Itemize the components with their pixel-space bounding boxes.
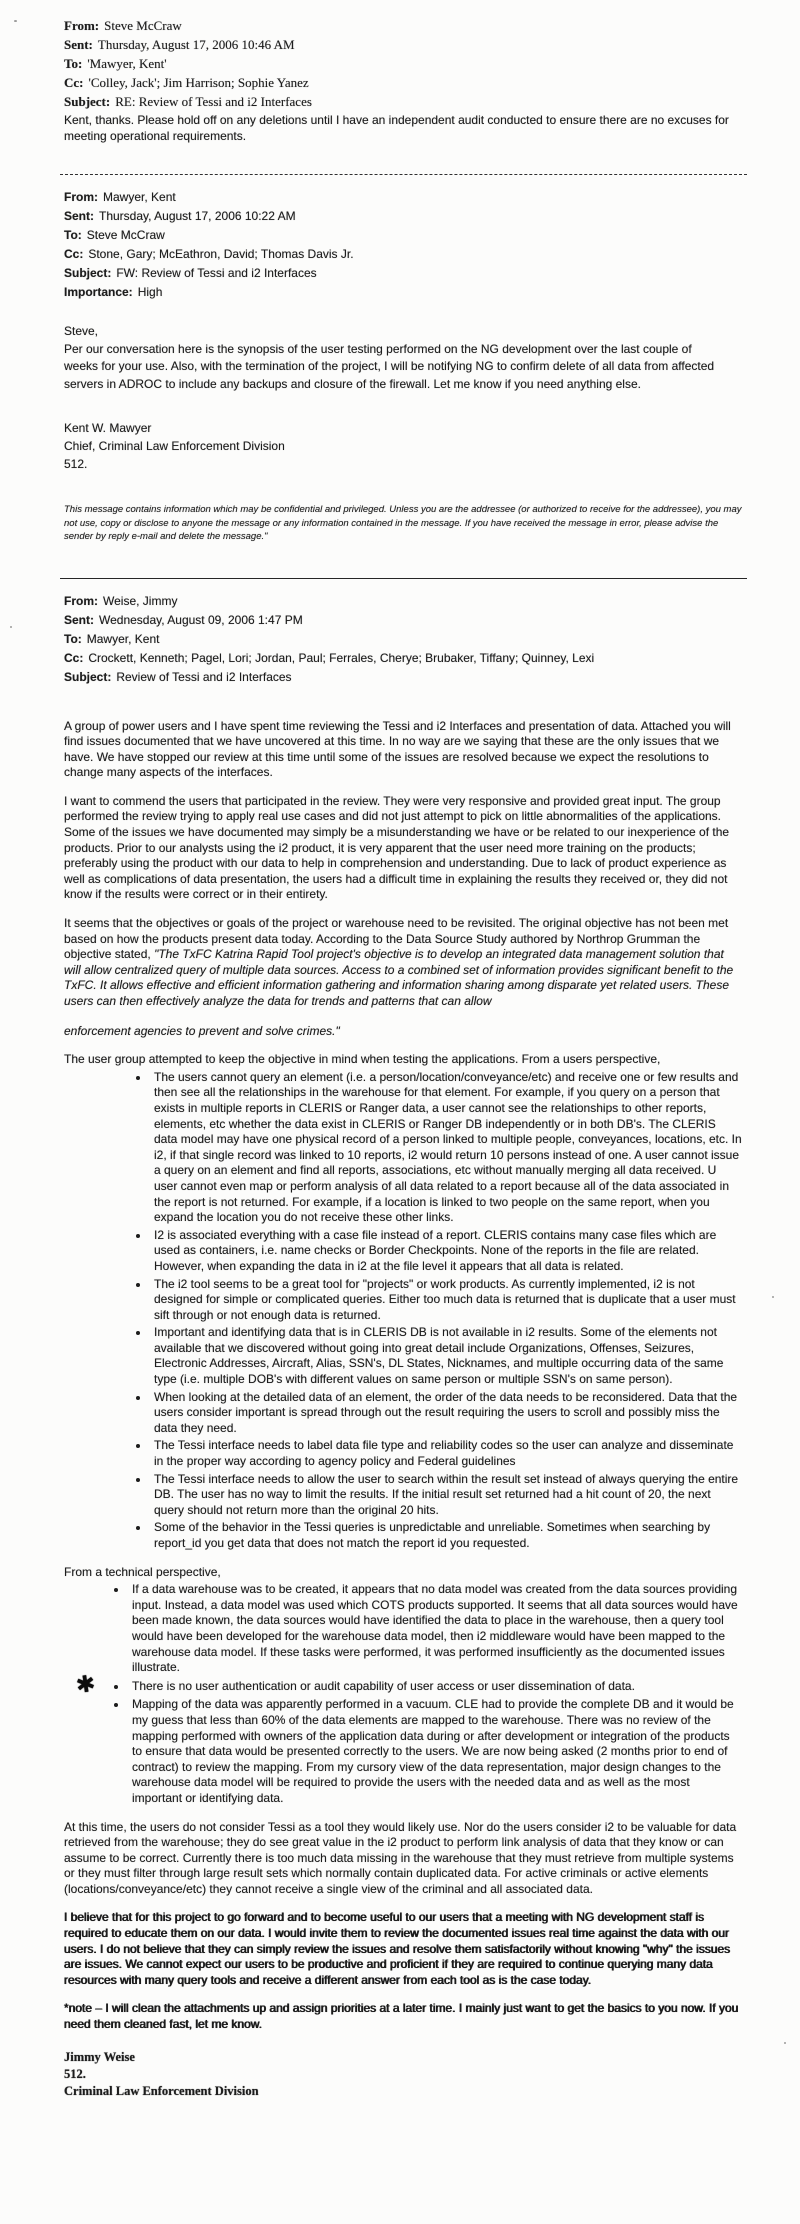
email-middle-body (64, 323, 724, 393)
header-field-to (64, 226, 744, 245)
list-item: • When looking at the detailed data of an element, the order of the data needs to be reconsidered. Data that the users consider important is spread through out the result requiring the users to scroll and possibly miss the data they need. (150, 1390, 742, 1437)
field-value: Weise, Jimmy (103, 593, 178, 608)
signature-name: Kent W. Mawyer (64, 421, 152, 435)
paragraph-intro: A group of power users and I have spent time reviewing the Tessi and i2 Interfaces and presentation of data. Attached you will find issues documented that we have uncovered at this time. In no way are we saying that these are the only issues that we have. We have stopped our review at this time until some of the issues are resolved because we expect the resolutions to change many aspects of the interfaces. (64, 718, 731, 780)
field-value: Stone, Gary; McEathron, David; Thomas Davis Jr. (88, 247, 354, 261)
header-field-from (64, 188, 744, 207)
list-item-text: There is no user authentication or audit capability of user access or user dissemination of data. (132, 1678, 635, 1693)
field-label: From: (64, 18, 100, 33)
scan-speck (10, 626, 12, 628)
field-label: Cc: (64, 650, 84, 665)
list-item: • The Tessi interface needs to allow the user to search within the result set instead of always querying the entire DB. The user has no way to limit the results. If the initial result set returned had a hit count of 20, the next query should not return more than the original 20 hits. (150, 1472, 742, 1519)
field-label: To: (64, 631, 82, 646)
field-label: Importance: (64, 285, 133, 299)
field-value: Review of Tessi and i2 Interfaces (116, 669, 292, 684)
field-value: 'Colley, Jack'; Jim Harrison; Sophie Yanez (88, 75, 309, 90)
salutation: Steve, (64, 324, 99, 338)
header-field-sent (64, 35, 744, 54)
field-value: Wednesday, August 09, 2006 1:47 PM (99, 612, 303, 627)
signature-title: Chief, Criminal Law Enforcement Division (64, 439, 285, 453)
confidentiality-disclaimer: This message contains information which may be confidential and privileged. Unless you are the addressee (or authorized to receive for the addressee), you may not use, copy or disclose to anyone the message or any information contained in the message. If you have received the message in error, please advise the sender by reply e-mail and delete the message." (64, 504, 742, 542)
header-field-subject (64, 92, 744, 111)
paragraph-objectives (64, 916, 742, 1010)
user-perspective-list (64, 1070, 742, 1552)
field-value: FW: Review of Tessi and i2 Interfaces (116, 266, 317, 280)
paragraph-objectives-quote-end: enforcement agencies to prevent and solve crimes." (64, 1023, 340, 1038)
signature-phone: 512. (64, 2066, 86, 2081)
scan-speck (784, 2042, 786, 2044)
field-value: Thursday, August 17, 2006 10:46 AM (97, 37, 295, 52)
handwritten-star-icon: • ✱ (74, 1669, 97, 1698)
header-field-from (64, 16, 744, 35)
list-item (74, 1669, 742, 1698)
email-bottom-header (64, 592, 744, 687)
objectives-lead: It seems that the objectives or goals of the project or warehouse need to be revisited. The original objective has not been met based on how the products present data today. According to the Data Source Study authored by Northrop Grumman the objective stated, (64, 916, 729, 962)
field-value: 'Mawyer, Kent' (87, 56, 167, 71)
header-field-to (64, 54, 744, 73)
field-value: Thursday, August 17, 2006 10:22 AM (99, 209, 296, 223)
header-field-subject (64, 668, 744, 687)
paragraph-at-this-time: At this time, the users do not consider Tessi as a tool they would likely use. Nor do the users consider i2 to be valuable for data retrieved from the warehouse; they do see great value in the i2 product to perform link analysis of data that they know or can assume to be correct. Currently there is too much data missing in the warehouse that they must retrieve from multiple systems or they must filter through large result sets which normally contain duplicated data. For active criminals or active elements (locations/conveyance/etc) they cannot receive a single view of the criminal and all associated data. (64, 1819, 737, 1896)
field-label: Cc: (64, 247, 84, 261)
scan-speck (772, 1296, 774, 1298)
field-label: Subject: (64, 669, 112, 684)
field-label: To: (64, 56, 83, 71)
email-separator (60, 174, 747, 175)
header-field-cc (64, 649, 744, 668)
email-middle (64, 188, 744, 544)
field-value: Steve McCraw (86, 228, 165, 242)
header-field-subject (64, 264, 744, 283)
paragraph-commend: I want to commend the users that participated in the review. They were very responsive and provided great input. The group performed the review trying to apply real use cases and did not just attempt to pick on little abnormalities of the applications. Some of the issues we have documented may simply be a misunderstanding we have or be related to our inexperience of the products. Prior to our analysts using the i2 product, it is very apparent that the user need more training on the products; preferably using the product with our data to help in comprehension and understanding. Due to lack of product experience as well as complications of data presentation, the users had a difficult time in explaining the results they received or, they did not know if the results were correct or in their entirety. (64, 793, 730, 902)
list-item: • The i2 tool seems to be a great tool for "projects" or work products. As currently implemented, i2 is not designed for simple or complicated queries. Either too much data is returned that is duplicate that a user must sift through or not enough data is returned. (150, 1277, 742, 1324)
signature-division: Criminal Law Enforcement Division (64, 2083, 259, 2098)
header-field-cc (64, 73, 744, 92)
list-item: • The users cannot query an element (i.e. a person/location/conveyance/etc) and receive one or few results and then see all the relationships in the warehouse for that element. For example, if you query on a person that exists in multiple reports in CLERIS or Ranger data, a user cannot see the relationships to other reports, elements, etc whether the data exist in CLERIS or Ranger DB independently or in both DB's. The CLERIS data model may have one physical record of a person linked to multiple people, conveyances, locations, etc. In i2, if that single record was linked to 10 reports, i2 would return 10 persons instead of one. A user cannot issue a query on an element and find all reports, associations, etc without manually merging all data received. U user cannot even map or perform analysis of all data related to a report because all of the data associated in the report is not returned. For example, if a location is linked to two people on the same report, when you expand the location you do not receive these other links. (150, 1070, 742, 1226)
paragraph-tech-perspective: From a technical perspective, (64, 1564, 221, 1579)
email-middle-signature (64, 419, 744, 473)
email-bottom-body (64, 719, 742, 2033)
field-label: To: (64, 228, 82, 242)
email-top-body: Kent, thanks. Please hold off on any deletions until I have an independent audit conducted to ensure there are no excuses for meeting operational requirements. (64, 113, 729, 143)
signature-name: Jimmy Weise (64, 2049, 135, 2064)
email-separator (60, 578, 747, 579)
email-top (64, 16, 744, 144)
field-label: Sent: (64, 612, 94, 627)
email-top-header (64, 16, 744, 111)
field-label: From: (64, 190, 98, 204)
paragraph-user-perspective: The user group attempted to keep the objective in mind when testing the applications. From a users perspective, (64, 1052, 661, 1067)
scan-speck (14, 20, 17, 22)
list-item: • The Tessi interface needs to label data file type and reliability codes so the user can analyze and disseminate in the proper way according to agency policy and Federal guidelines (150, 1438, 742, 1469)
field-value: RE: Review of Tessi and i2 Interfaces (115, 94, 312, 109)
objectives-quote: "The TxFC Katrina Rapid Tool project's objective is to develop an integrated data management solution that will allow centralized query of multiple data sources. Access to a combined set of information provides significant benefit to the TxFC. It allows effective and efficient information gathering and information sharing among disparate yet related users. These users can then effectively analyze the data for trends and patterns that can allow (64, 947, 734, 1008)
paragraph-believe: I believe that for this project to go forward and to become useful to our users that a meeting with NG development staff is required to educate them on our data. I would invite them to review the documented issues real time against the data with our users. I do not believe that they can simply review the issues and resolve them satisfactorily without knowing "why" the issues are issues. We cannot expect our users to be productive and proficient if they are required to continue querying many data resources with many query tools and receive a different answer from each tool as is the case today. (64, 1910, 731, 1987)
field-value: Crockett, Kenneth; Pagel, Lori; Jordan, Paul; Ferrales, Cherye; Brubaker, Tiffany; Quinney, Lexi (88, 650, 595, 665)
field-label: Subject: (64, 94, 111, 109)
list-item: • Important and identifying data that is in CLERIS DB is not available in i2 results. Some of the elements not available that we discovered without going into great detail include Organizations, Offenses, Seizures, Electronic Addresses, Aircraft, Alias, SSN's, DL States, Nicknames, and multiple occurring data of the same type (i.e. multiple DOB's with different values on same person or multiple SSN's on same person). (150, 1325, 742, 1387)
field-label: From: (64, 593, 98, 608)
technical-perspective-list (64, 1582, 742, 1806)
header-field-importance (64, 283, 744, 302)
header-field-from (64, 592, 744, 611)
paragraph-note: *note – I will clean the attachments up and assign priorities at a later time. I mainly just want to get the basics to you now. If you need them cleaned fast, let me know. (64, 2001, 739, 2032)
list-item: • I2 is associated everything with a case file instead of a report. CLERIS contains many case files which are used as containers, i.e. name checks or Border Checkpoints. None of the reports in the file are related. However, when expanding the data in i2 at the file level it appears that all data is related. (150, 1228, 742, 1275)
header-field-cc (64, 245, 744, 264)
email-bottom (64, 592, 744, 2100)
field-label: Sent: (64, 37, 93, 52)
field-value: Steve McCraw (104, 18, 182, 33)
header-field-sent (64, 611, 744, 630)
field-label: Cc: (64, 75, 84, 90)
header-field-sent (64, 207, 744, 226)
email-middle-header (64, 188, 744, 302)
body-text: Per our conversation here is the synopsis of the user testing performed on the NG development over the last couple of weeks for your use. Also, with the termination of the project, I will be notifying NG to confirm delete of all data from affected servers in ADROC to include any backups and closure of the firewall. Let me know if you need anything else. (64, 341, 715, 391)
field-value: Mawyer, Kent (103, 190, 176, 204)
signature-phone: 512. (64, 457, 88, 471)
field-value: Mawyer, Kent (86, 631, 160, 646)
list-item: • If a data warehouse was to be created, it appears that no data model was created from the data sources providing input. Instead, a data model was used which COTS products supported. It seems that all data sources would have been made known, the data sources would have identified the data to place in the warehouse, then a query tool would have been developed for the warehouse data model, then i2 middleware would have been mapped to the warehouse data model. If these tasks were performed, it was performed insufficiently as the documented issues illustrate. (128, 1582, 742, 1676)
field-label: Sent: (64, 209, 94, 223)
email-bottom-signature (64, 2049, 744, 2100)
field-value: High (137, 285, 163, 299)
field-label: Subject: (64, 266, 112, 280)
list-item: • Some of the behavior in the Tessi queries is unpredictable and unreliable. Sometimes when searching by report_id you get data that does not match the report id you requested. (150, 1520, 742, 1551)
header-field-to (64, 630, 744, 649)
list-item: • Mapping of the data was apparently performed in a vacuum. CLE had to provide the complete DB and it would be my guess that less than 60% of the data elements are mapped to the warehouse. There was no review of the mapping performed with owners of the application data during or after development or integration of the products to ensure that data would be presented correctly to the users. We are now being asked (2 months prior to end of contract) to review the mapping. From my cursory view of the data representation, major design changes to the warehouse data model will be required to provide the users with the needed data and as well as the most important or identifying data. (128, 1697, 742, 1806)
